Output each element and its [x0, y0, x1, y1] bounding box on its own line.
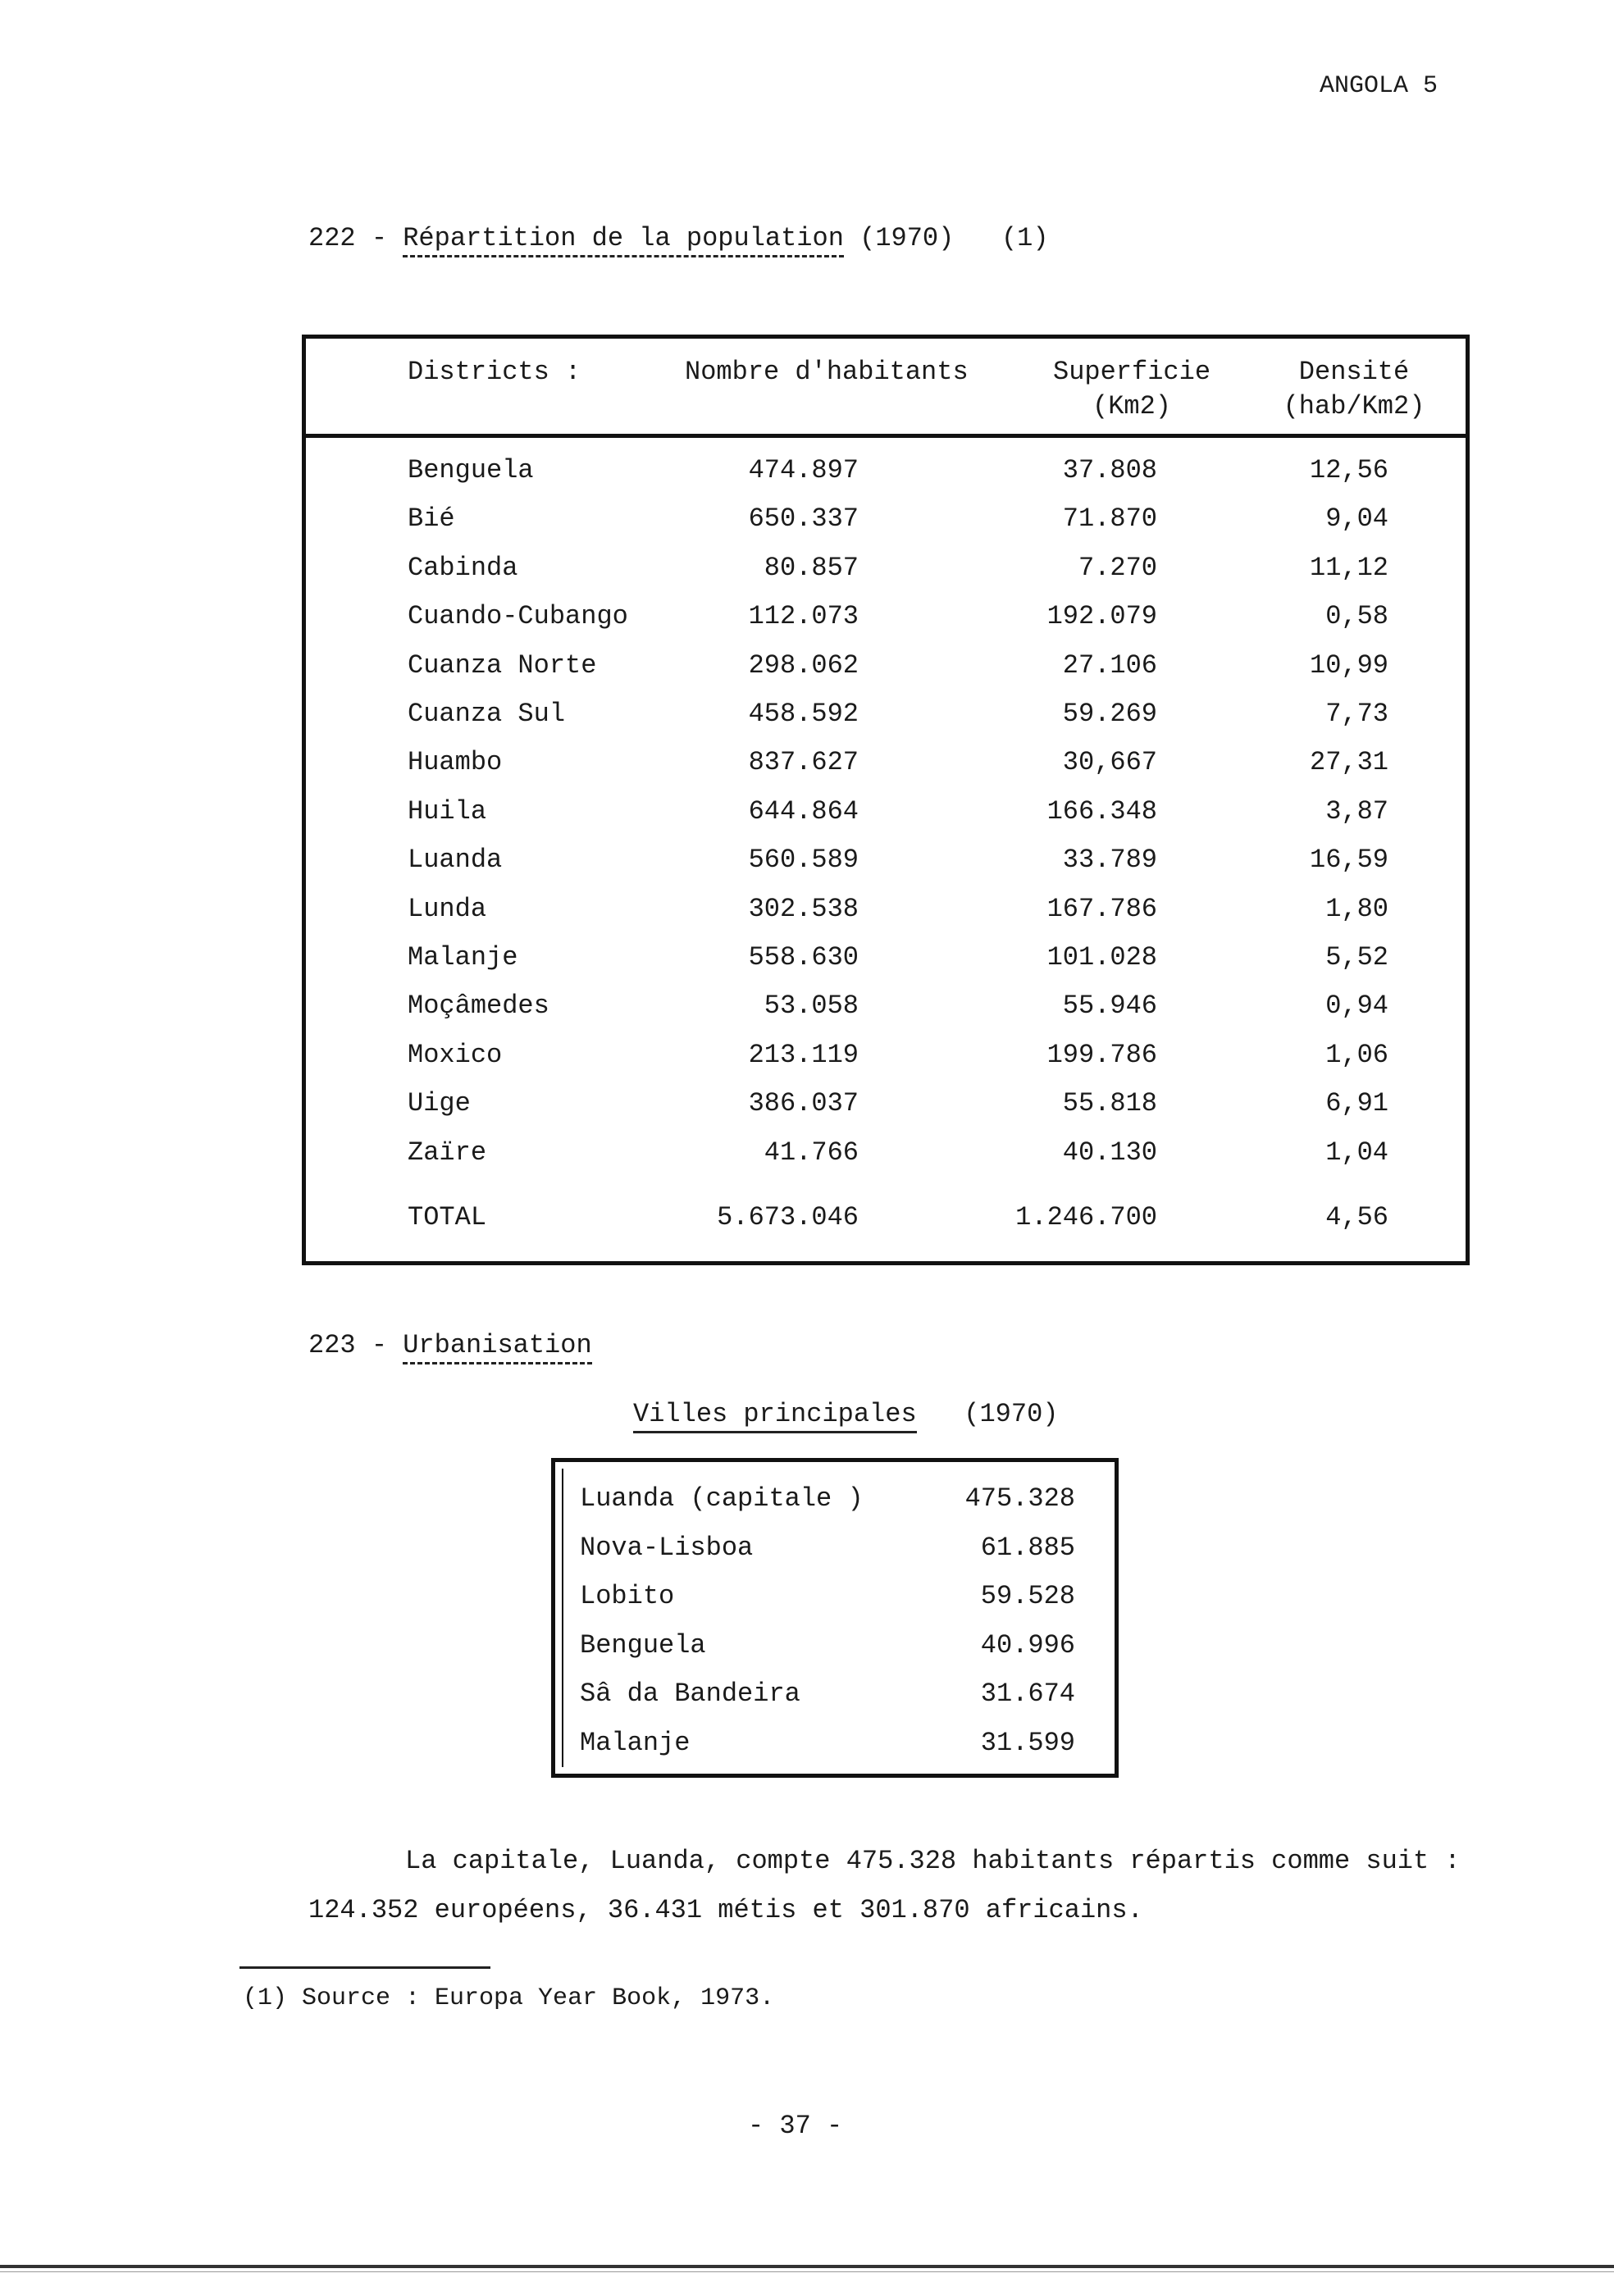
cell-district: Malanje: [408, 942, 518, 973]
cell-superficie: 101.028: [1046, 942, 1157, 973]
cell-densite: 3,87: [1325, 795, 1388, 827]
cell-district: Uige: [408, 1088, 471, 1119]
cell-habitants: 41.766: [764, 1137, 859, 1168]
cell-superficie: 7.270: [1078, 552, 1157, 583]
cell-densite: 0,58: [1325, 601, 1388, 632]
page-number: - 37 -: [748, 2111, 843, 2141]
cell-densite: 5,52: [1325, 942, 1388, 973]
cell-habitants: 474.897: [748, 455, 859, 485]
cell-district: Huila: [408, 795, 487, 827]
city-name: Malanje: [580, 1727, 691, 1758]
cell-habitants: 80.857: [764, 552, 859, 583]
cell-superficie: 192.079: [1046, 601, 1157, 632]
cell-superficie: 33.789: [1062, 845, 1157, 876]
header-habitants: Nombre d'habitants: [685, 357, 969, 387]
cell-district: Benguela: [408, 455, 534, 485]
header-superficie: Superficie (Km2): [1052, 357, 1211, 421]
cell-densite: 7,73: [1325, 699, 1388, 729]
cell-densite: 1,06: [1325, 1039, 1388, 1070]
cell-densite: 27,31: [1309, 747, 1388, 778]
cell-district: Luanda: [408, 845, 503, 876]
section-number: 223 -: [308, 1330, 388, 1360]
total-superficie: 1.246.700: [1015, 1202, 1157, 1232]
cell-district: Cuanza Sul: [408, 699, 566, 729]
total-densite: 4,56: [1325, 1202, 1388, 1232]
cell-habitants: 560.589: [748, 845, 859, 876]
cities-table: [551, 1458, 1119, 1778]
cell-habitants: 558.630: [748, 942, 859, 973]
section-year: (1970): [859, 223, 955, 253]
cell-district: Lunda: [408, 893, 487, 924]
cell-habitants: 53.058: [764, 991, 859, 1022]
cell-densite: 11,12: [1309, 552, 1388, 583]
cell-densite: 6,91: [1325, 1088, 1388, 1119]
city-name: Nova-Lisboa: [580, 1532, 754, 1563]
cell-habitants: 298.062: [748, 649, 859, 681]
cell-district: Zaïre: [408, 1137, 487, 1168]
cities-table-body: [562, 1469, 1108, 1767]
population-table: [302, 335, 1470, 1265]
cell-densite: 1,04: [1325, 1137, 1388, 1168]
cell-habitants: 302.538: [748, 893, 859, 924]
city-value: 31.599: [980, 1727, 1075, 1758]
footnote-divider: [239, 1966, 490, 1969]
cell-superficie: 59.269: [1062, 699, 1157, 729]
cell-superficie: 199.786: [1046, 1039, 1157, 1070]
cell-habitants: 837.627: [748, 747, 859, 778]
header-densite: Densité (hab/Km2): [1283, 357, 1425, 421]
cell-district: Moxico: [408, 1039, 503, 1070]
section-title: Urbanisation: [403, 1330, 591, 1364]
cell-habitants: 386.037: [748, 1088, 859, 1119]
cell-district: Cuanza Norte: [408, 649, 597, 681]
footnote-ref: (1): [1001, 223, 1049, 253]
header-districts: Districts :: [408, 357, 581, 387]
cell-superficie: 167.786: [1046, 893, 1157, 924]
section-222-heading: [308, 223, 1049, 253]
city-name: Lobito: [580, 1581, 675, 1611]
cell-superficie: 55.818: [1062, 1088, 1157, 1119]
city-name: Sâ da Bandeira: [580, 1679, 800, 1709]
running-header: ANGOLA 5: [1319, 72, 1438, 100]
cell-habitants: 650.337: [748, 503, 859, 535]
cell-superficie: 37.808: [1062, 455, 1157, 485]
cell-densite: 1,80: [1325, 893, 1388, 924]
cell-district: Huambo: [408, 747, 503, 778]
page-bottom-border-thin: [0, 2271, 1614, 2272]
cell-superficie: 40.130: [1062, 1137, 1157, 1168]
city-name: Luanda (capitale ): [580, 1483, 864, 1514]
cell-habitants: 458.592: [748, 699, 859, 729]
city-name: Benguela: [580, 1629, 706, 1660]
cell-habitants: 644.864: [748, 795, 859, 827]
cell-district: Bié: [408, 503, 455, 535]
cell-densite: 16,59: [1309, 845, 1388, 876]
cell-district: Moçâmedes: [408, 991, 549, 1022]
header-divider: [306, 434, 1466, 438]
cell-district: Cabinda: [408, 552, 518, 583]
footnote: (1) Source : Europa Year Book, 1973.: [243, 1984, 775, 2012]
city-value: 40.996: [980, 1629, 1075, 1660]
city-value: 59.528: [980, 1581, 1075, 1611]
page-bottom-border: [0, 2265, 1614, 2268]
city-value: 475.328: [964, 1483, 1075, 1514]
section-title: Répartition de la population: [403, 223, 844, 257]
cell-densite: 10,99: [1309, 649, 1388, 681]
villes-heading: [633, 1399, 1058, 1429]
cell-densite: 9,04: [1325, 503, 1388, 535]
cell-superficie: 166.348: [1046, 795, 1157, 827]
cell-habitants: 213.119: [748, 1039, 859, 1070]
capital-paragraph: La capitale, Luanda, compte 475.328 habitants répartis comme suit : 124.352 européens, 36.431 métis et 301.870 africains.: [308, 1846, 1461, 1925]
cell-superficie: 27.106: [1062, 649, 1157, 681]
villes-title: Villes principales: [633, 1399, 917, 1433]
city-value: 31.674: [980, 1679, 1075, 1709]
cell-superficie: 55.946: [1062, 991, 1157, 1022]
section-number: 222 -: [308, 223, 388, 253]
cell-superficie: 71.870: [1062, 503, 1157, 535]
city-value: 61.885: [980, 1532, 1075, 1563]
cell-densite: 0,94: [1325, 991, 1388, 1022]
cell-district: Cuando-Cubango: [408, 601, 628, 632]
cell-superficie: 30,667: [1062, 747, 1157, 778]
cell-habitants: 112.073: [748, 601, 859, 632]
total-habitants: 5.673.046: [717, 1202, 859, 1232]
cell-densite: 12,56: [1309, 455, 1388, 485]
villes-year: (1970): [964, 1399, 1059, 1429]
total-district: TOTAL: [408, 1202, 487, 1232]
section-223-heading: [308, 1330, 592, 1360]
